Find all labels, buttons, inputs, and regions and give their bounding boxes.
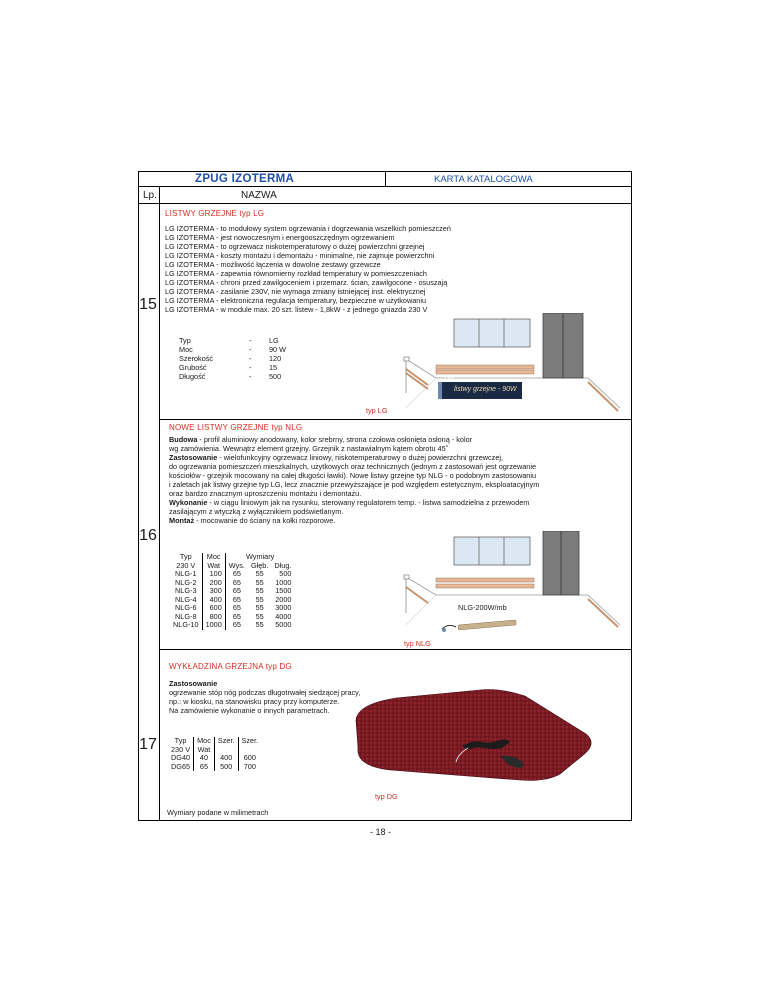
- table-row: [168, 763, 261, 772]
- lg-line: LG IZOTERMA - zapewnia równomierny rozkład temperatury w pomieszczeniach: [165, 269, 427, 278]
- dg-line: np.: w kiosku, na stanowisku pracy przy komputerze.: [169, 697, 340, 706]
- lg-line: LG IZOTERMA - możliwość łączenia w dowolne zestawy grzewcze: [165, 260, 381, 269]
- dg-line: Na zamówienie wykonanie o innych parametrach.: [169, 706, 330, 715]
- nlg-text: zasilającym z wtyczką z wyłącznikiem podświetlanym.: [169, 507, 344, 516]
- section-number-15: 15: [139, 296, 157, 313]
- cell: 55: [255, 586, 264, 595]
- cell: 800: [202, 613, 225, 622]
- section-divider: [159, 649, 632, 650]
- nlg-line: [169, 480, 539, 489]
- lg-line: LG IZOTERMA - jest nowoczesnym i energooszczędnym ogrzewaniem: [165, 233, 395, 242]
- dimensions-note: Wymiary podane w milimetrach: [167, 808, 269, 817]
- table-header: 230 V: [176, 560, 196, 570]
- cell: NLG-2: [175, 577, 197, 587]
- column-header: [139, 187, 631, 204]
- spec-label: Grubość: [179, 363, 207, 372]
- cell: 4000: [275, 611, 292, 621]
- table-row: [170, 621, 294, 630]
- nlg-bold: Zastosowanie: [169, 453, 218, 462]
- nazwa-header: NAZWA: [241, 190, 277, 201]
- table-header: Wat: [194, 746, 215, 755]
- cell: 65: [225, 587, 248, 596]
- nlg-line: [169, 462, 539, 471]
- section-divider: [159, 419, 632, 420]
- cell: 600: [238, 754, 261, 763]
- page-number: - 18 -: [370, 827, 392, 837]
- brand-name: ZPUG IZOTERMA: [195, 173, 295, 185]
- spec-value: 15: [269, 363, 278, 372]
- table-header: Dług.: [274, 560, 292, 570]
- section-number-17: 17: [139, 736, 157, 753]
- cell: 100: [202, 570, 225, 579]
- cell: DG40: [171, 753, 191, 762]
- table-header: Wymiary: [225, 553, 294, 562]
- nlg-line: [169, 444, 539, 453]
- nlg-line: [169, 489, 539, 498]
- column-divider: [159, 187, 160, 203]
- cell: 500: [279, 569, 292, 578]
- nlg-line: [169, 498, 539, 507]
- lg-line: LG IZOTERMA - chroni przed zawilgoceniem i przemarz. ścian, zawilgocone - osuszają: [165, 278, 448, 287]
- cell: 55: [255, 603, 264, 612]
- lg-spec-dashes: [249, 336, 251, 381]
- spec-dash: -: [249, 345, 252, 354]
- nlg-text: oraz bardzo znacznym uproszczeniu montażu i demontażu.: [169, 489, 362, 498]
- nlg-bold: Budowa: [169, 435, 198, 444]
- dg-table: [168, 737, 261, 771]
- nlg-line: [169, 453, 539, 462]
- catalog-label: KARTA KATALOGOWA: [434, 174, 533, 185]
- nlg-text: - profil aluminiowy anodowany, kolor srebrny, strona czołowa osłonięta osłoną - kolor: [197, 435, 473, 444]
- nlg-text: do ogrzewania pomieszczeń mieszkalnych, użytkowych oraz technicznych (jednym z zastosowań jest ogrzewanie: [169, 462, 537, 471]
- section-title-lg: LISTWY GRZEJNE typ LG: [165, 209, 265, 218]
- cell: 65: [194, 763, 215, 772]
- cell: NLG-4: [175, 594, 197, 604]
- spec-label: Długość: [179, 372, 206, 381]
- lg-line: LG IZOTERMA - zasilanie 230V, nie wymaga zmiany istniejącej inst. elektrycznej: [165, 287, 426, 296]
- table-header: Moc: [194, 737, 215, 746]
- lg-line: LG IZOTERMA - elektroniczna regulacja temperatury, bezpieczne w użytkowaniu: [165, 296, 427, 305]
- section-title-dg: WYKŁADZINA GRZEJNA typ DG: [169, 662, 292, 671]
- cell: 1500: [275, 586, 292, 595]
- nlg-image-note: NLG-200W/mb: [458, 603, 507, 612]
- lg-image-tag: listwy grzejne - 90W: [454, 386, 517, 393]
- nlg-table: [170, 553, 294, 630]
- cell: 300: [202, 587, 225, 596]
- cell: 2000: [275, 594, 292, 604]
- cell: NLG-6: [175, 603, 197, 612]
- cell: 55: [255, 620, 264, 629]
- cell: 500: [214, 763, 238, 772]
- cell: NLG-1: [175, 569, 197, 578]
- cell: NLG-10: [173, 620, 199, 629]
- table-header: Wys.: [225, 562, 248, 571]
- lg-spec-values: [269, 336, 286, 381]
- cell: 200: [202, 579, 225, 588]
- dg-caption: typ DG: [375, 792, 398, 801]
- nlg-text: - wielofunkcyjny ogrzewacz liniowy, niskotemperaturowy o dużej powierzchni grzewczej,: [217, 453, 504, 462]
- dg-heading: Zastosowanie: [169, 679, 218, 688]
- nlg-bold: Montaż: [169, 516, 195, 525]
- cell: 55: [255, 577, 264, 587]
- cell: 65: [225, 596, 248, 605]
- spec-dash: -: [249, 336, 252, 345]
- nlg-line: [169, 471, 539, 480]
- cell: 40: [194, 754, 215, 763]
- lg-description: [165, 224, 451, 314]
- cell: DG65: [171, 761, 191, 771]
- spec-value: 120: [269, 354, 282, 363]
- nlg-text: - w ciągu liniowym jak na rysunku, sterowany regulatorem temp. - listwa samodzielna z przewodem: [207, 498, 530, 507]
- spec-label: Moc: [179, 345, 193, 354]
- cell: 5000: [275, 620, 292, 629]
- nlg-room-illustration: [398, 531, 623, 641]
- nlg-line: [169, 435, 539, 444]
- table-header: Szer.: [238, 737, 261, 746]
- dg-carpet-illustration: [350, 686, 600, 782]
- nlg-text: - mocowanie do ściany na kołki rozporowe.: [194, 516, 336, 525]
- spec-dash: -: [249, 354, 252, 363]
- cell: NLG-8: [175, 611, 197, 621]
- table-header: Moc: [202, 553, 225, 562]
- cell: 55: [255, 594, 264, 604]
- cell: 65: [225, 613, 248, 622]
- cell: 55: [255, 569, 264, 578]
- cell: 65: [225, 570, 248, 579]
- cell: 600: [202, 604, 225, 613]
- table-header: Typ: [174, 736, 187, 745]
- lg-line: LG IZOTERMA - to modułowy system ogrzewania i dogrzewania wszelkich pomieszczeń: [165, 224, 451, 233]
- dg-description: [169, 679, 360, 715]
- lg-line: LG IZOTERMA - koszty montażu i demontażu - minimalne, nie zajmuje powierzchni: [165, 251, 435, 260]
- nlg-text: wg zamówienia. Wewnątrz element grzejny. Grzejnik z nastawialnym kątem obrotu 45˚: [169, 444, 449, 453]
- lg-line: LG IZOTERMA - w module max. 20 szt. listew - 1,8kW - z jednego gniazda 230 V: [165, 305, 428, 314]
- nlg-text: kościołów - grzejnik mocowany na całej długości ławki). Nowe listwy grzejne typ NLG - o podobnym zastosowaniu: [169, 471, 537, 480]
- spec-value: LG: [269, 336, 279, 345]
- cell: 65: [225, 604, 248, 613]
- table-header: Szer.: [214, 737, 238, 746]
- spec-dash: -: [249, 372, 252, 381]
- section-number-16: 16: [139, 527, 157, 544]
- lg-room-illustration: [398, 313, 623, 413]
- table-header: Typ: [179, 552, 192, 561]
- lp-header: Lp.: [143, 190, 157, 201]
- cell: 700: [238, 763, 261, 772]
- spec-dash: -: [249, 363, 252, 372]
- cell: NLG-3: [175, 586, 197, 595]
- lg-spec-labels: [179, 336, 213, 381]
- cell: 55: [255, 611, 264, 621]
- spec-label: Typ: [179, 336, 191, 345]
- nlg-line: [169, 516, 539, 525]
- lg-image-label: LG: [444, 375, 454, 382]
- cell: 1000: [202, 621, 225, 630]
- cell: 400: [202, 596, 225, 605]
- nlg-line: [169, 507, 539, 516]
- cell: 65: [225, 621, 248, 630]
- cell: 400: [214, 754, 238, 763]
- spec-label: Szerokość: [179, 354, 214, 363]
- nlg-description: [169, 435, 539, 525]
- nlg-caption: typ NLG: [404, 639, 431, 648]
- section-title-nlg: NOWE LISTWY GRZEJNE typ NLG: [169, 423, 303, 432]
- table-header: Wat: [202, 562, 225, 571]
- lp-column-line: [159, 204, 160, 821]
- lg-line: LG IZOTERMA - to ogrzewacz niskotemperaturowy o dużej powierzchni grzejnej: [165, 242, 425, 251]
- cell: 65: [225, 579, 248, 588]
- lg-caption: typ LG: [366, 406, 388, 415]
- nlg-bold: Wykonanie: [169, 498, 208, 507]
- dg-line: ogrzewanie stóp nóg podczas długotrwałej siedzącej pracy,: [169, 688, 361, 697]
- cell: 1000: [275, 577, 292, 587]
- nlg-text: i zaletach jak listwy grzejne typ LG, lecz znacznie przewyższające je pod względem estetycznym, eksploatacyjnym: [169, 480, 540, 489]
- spec-value: 90 W: [269, 345, 287, 354]
- table-header: 230 V: [171, 744, 191, 754]
- table-header: Głęb.: [250, 560, 269, 570]
- card-header: [139, 172, 631, 187]
- cell: 3000: [275, 603, 292, 612]
- spec-value: 500: [269, 372, 282, 381]
- header-divider: [385, 172, 386, 186]
